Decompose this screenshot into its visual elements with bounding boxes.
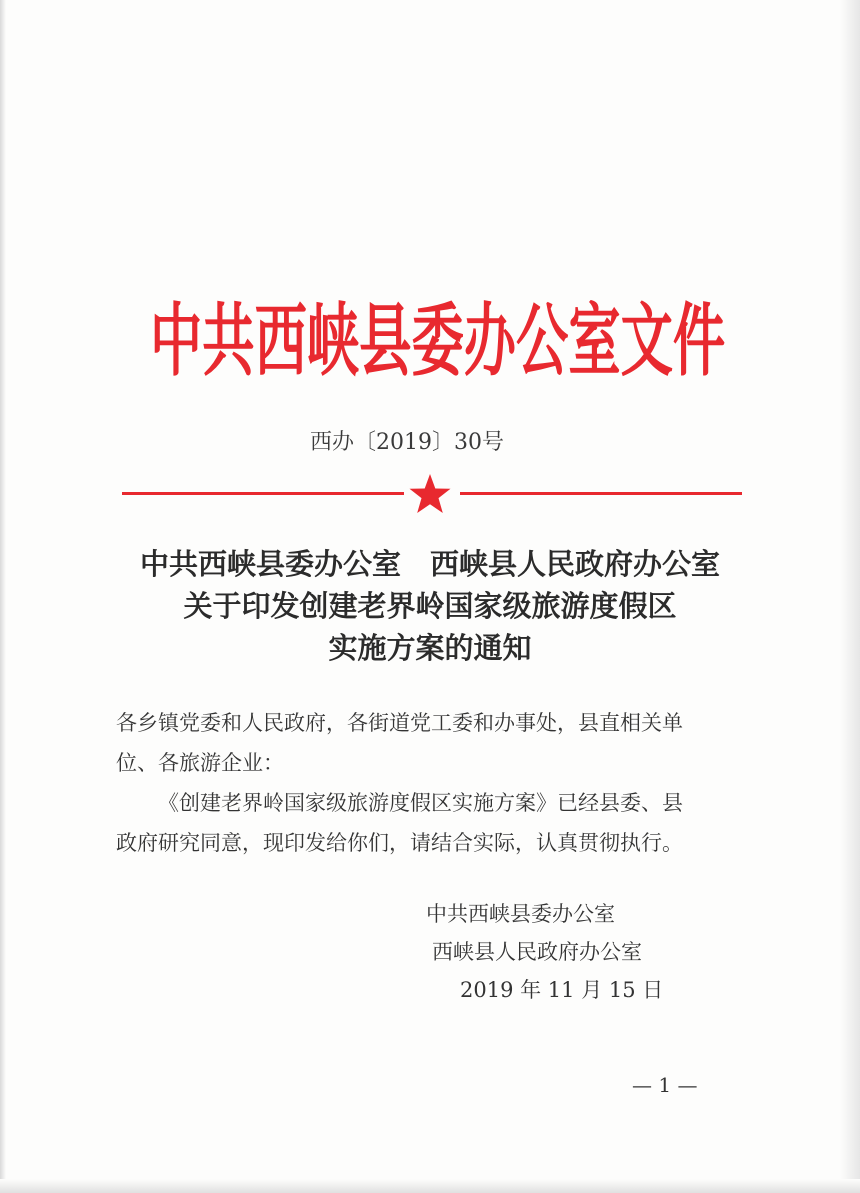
page-right-edge — [840, 0, 860, 1193]
page-bottom-edge — [0, 1179, 860, 1193]
notice-body — [116, 703, 744, 863]
red-star-icon — [408, 472, 452, 516]
body-line-2: 位、各旅游企业： — [116, 751, 284, 775]
notice-title — [100, 543, 760, 669]
notice-title-line-3: 实施方案的通知 — [328, 631, 532, 665]
notice-title-line-2: 关于印发创建老界岭国家级旅游度假区 — [183, 589, 677, 623]
document-number: 西办〔2019〕30号 — [310, 430, 504, 455]
signature-date: 2019 年 11 月 15 日 — [460, 978, 664, 1002]
body-line-1: 各乡镇党委和人民政府，各街道党工委和办事处，县直相关单 — [116, 711, 683, 735]
signature-party-office: 中共西峡县委办公室 — [426, 902, 615, 926]
page-left-edge — [0, 0, 6, 1193]
red-rule-right — [460, 492, 742, 495]
signature-government-office: 西峡县人民政府办公室 — [432, 940, 642, 964]
red-header-title: 中共西峡县委办公室文件 — [150, 294, 726, 387]
signature-block — [420, 895, 700, 1009]
page-number: — 1 — — [632, 1073, 698, 1097]
body-line-4: 政府研究同意，现印发给你们，请结合实际，认真贯彻执行。 — [116, 831, 683, 855]
red-rule-left — [122, 492, 404, 495]
notice-title-line-1: 中共西峡县委办公室 西峡县人民政府办公室 — [139, 547, 720, 581]
body-line-3: 《创建老界岭国家级旅游度假区实施方案》已经县委、县 — [158, 791, 683, 815]
